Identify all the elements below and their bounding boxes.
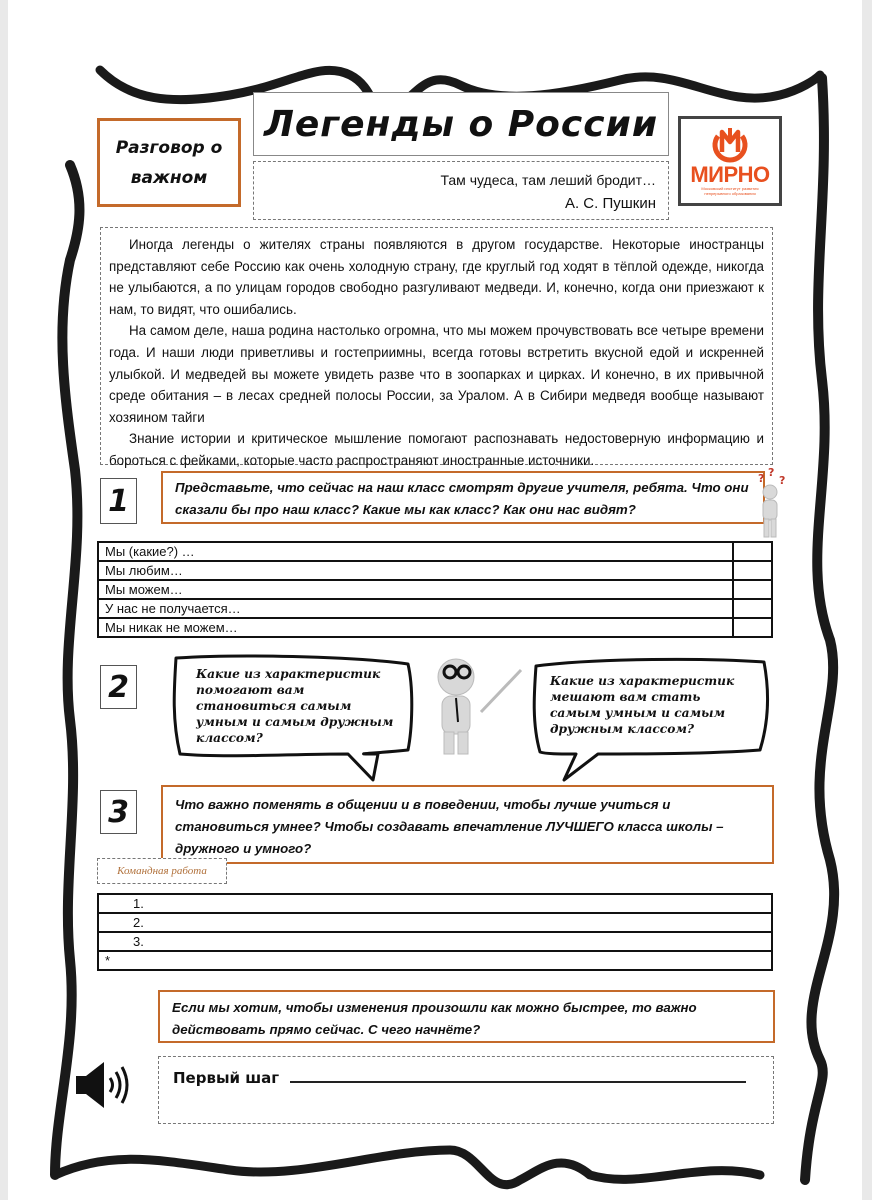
page-title: [253, 92, 669, 156]
row-label: Мы любим…: [98, 561, 733, 580]
answer-cell[interactable]: [733, 542, 772, 561]
task-1-number-text: 1: [108, 483, 129, 519]
page-title-text: Легенды о России: [263, 103, 659, 145]
task-1-number: [100, 478, 137, 524]
answer-line[interactable]: [98, 913, 772, 932]
final-question-box: [158, 990, 775, 1043]
answer-cell[interactable]: [733, 561, 772, 580]
answer-cell[interactable]: [733, 599, 772, 618]
team-work-label-text: Командная работа: [117, 865, 207, 877]
logo-name: МИРНО: [690, 162, 770, 187]
team-work-label: [97, 858, 227, 884]
table-row: [98, 599, 772, 618]
row-label: Мы (какие?) …: [98, 542, 733, 561]
row-number: *: [105, 953, 111, 968]
mirno-logo-icon: [710, 126, 750, 164]
row-number: 1.: [133, 896, 144, 911]
first-step-box: [158, 1056, 774, 1124]
intro-paragraph: Иногда легенды о жителях страны появляются в другом государстве. Некоторые иностранцы представляют себе Россию как очень холодную страну, где круглый год ходят в тёплой одежде, никогда не улыбаются, а по улицам городов свободно разгуливают медведи. И, конечно, когда они приезжают к нам, то видят, что ошибались.: [109, 237, 764, 317]
svg-text:?: ?: [779, 474, 786, 487]
answer-cell[interactable]: [733, 580, 772, 599]
table-row: [98, 951, 772, 970]
answer-cell[interactable]: [733, 618, 772, 637]
row-number: 3.: [133, 934, 144, 949]
intro-text-box: [100, 227, 773, 468]
svg-text:?: ?: [758, 472, 765, 485]
bubble-right-text: Какие из характеристик мешают вам стать самым умным и самым дружным классом?: [550, 674, 735, 736]
task-3-question-box: [161, 785, 774, 864]
table-row: [98, 913, 772, 932]
task-3-number: [100, 790, 137, 834]
intro-paragraph: Знание истории и критическое мышление помогают распознавать недостоверную информацию и бороться с фейками, которые часто распространяют иностранные источники.: [109, 431, 764, 468]
talk-label-line2: важном: [130, 167, 208, 188]
task-2-number-text: 2: [108, 669, 129, 705]
table-row: [98, 580, 772, 599]
task-1-table: [97, 541, 773, 638]
task-1-question-box: [161, 471, 765, 524]
task-3-table: [97, 893, 773, 971]
row-label: Мы можем…: [98, 580, 733, 599]
task-3-number-text: 3: [108, 794, 129, 830]
answer-line[interactable]: [98, 894, 772, 913]
table-row: [98, 561, 772, 580]
mirno-logo: [678, 116, 782, 206]
speaker-icon[interactable]: [74, 1060, 134, 1110]
table-row: [98, 618, 772, 637]
epigraph-box: [253, 161, 669, 220]
intro-paragraph: На самом деле, наша родина настолько огромна, что мы можем прочувствовать все четыре времени года. И наши люди приветливы и гостеприимны, всегда готовы встретить вкусной едой и искренней улыбкой. И медведей вы можете увидеть разве что в зоопарках и цирках. И конечно, в их привычной среде обитания – в лесах средней полосы России, за Уралом. А в Сибири медведя вообще называют хозяином тайги: [109, 323, 764, 425]
bubble-left-text: Какие из характеристик помогают вам становиться самым умным и самым дружным классом?: [196, 667, 394, 745]
row-label: Мы никак не можем…: [98, 618, 733, 637]
answer-line[interactable]: [98, 951, 772, 970]
first-step-label: Первый шаг: [173, 1069, 280, 1087]
thinking-figure-icon: [748, 468, 790, 540]
talk-label-line1: Разговор о: [115, 137, 223, 158]
row-number: 2.: [133, 915, 144, 930]
epigraph-text: Там чудеса, там леший бродит…: [440, 172, 656, 188]
table-row: [98, 932, 772, 951]
task-1-question: Представьте, что сейчас на наш класс смотрят другие учителя, ребята. Что они сказали бы про наш класс? Какие мы как класс? Как они нас видят?: [175, 480, 749, 517]
svg-text:?: ?: [768, 468, 775, 479]
task-3-question: Что важно поменять в общении и в поведении, чтобы лучше учиться и становиться умнее? Чтобы создавать впечатление ЛУЧШЕГО класса школы – дружного и умного?: [175, 797, 724, 856]
first-step-input-line[interactable]: [290, 1067, 746, 1083]
epigraph-author: А. С. Пушкин: [564, 195, 656, 212]
row-label: У нас не получается…: [98, 599, 733, 618]
talk-about-important-label: [97, 118, 241, 207]
table-row: [98, 542, 772, 561]
final-question: Если мы хотим, чтобы изменения произошли как можно быстрее, то важно действовать прямо сейчас. С чего начнёте?: [172, 1000, 697, 1037]
logo-subtitle: Московский институт развития непрерывного образования: [701, 186, 759, 196]
task-2-number: [100, 665, 137, 709]
answer-line[interactable]: [98, 932, 772, 951]
table-row: [98, 894, 772, 913]
teacher-figure-icon: [426, 652, 526, 762]
